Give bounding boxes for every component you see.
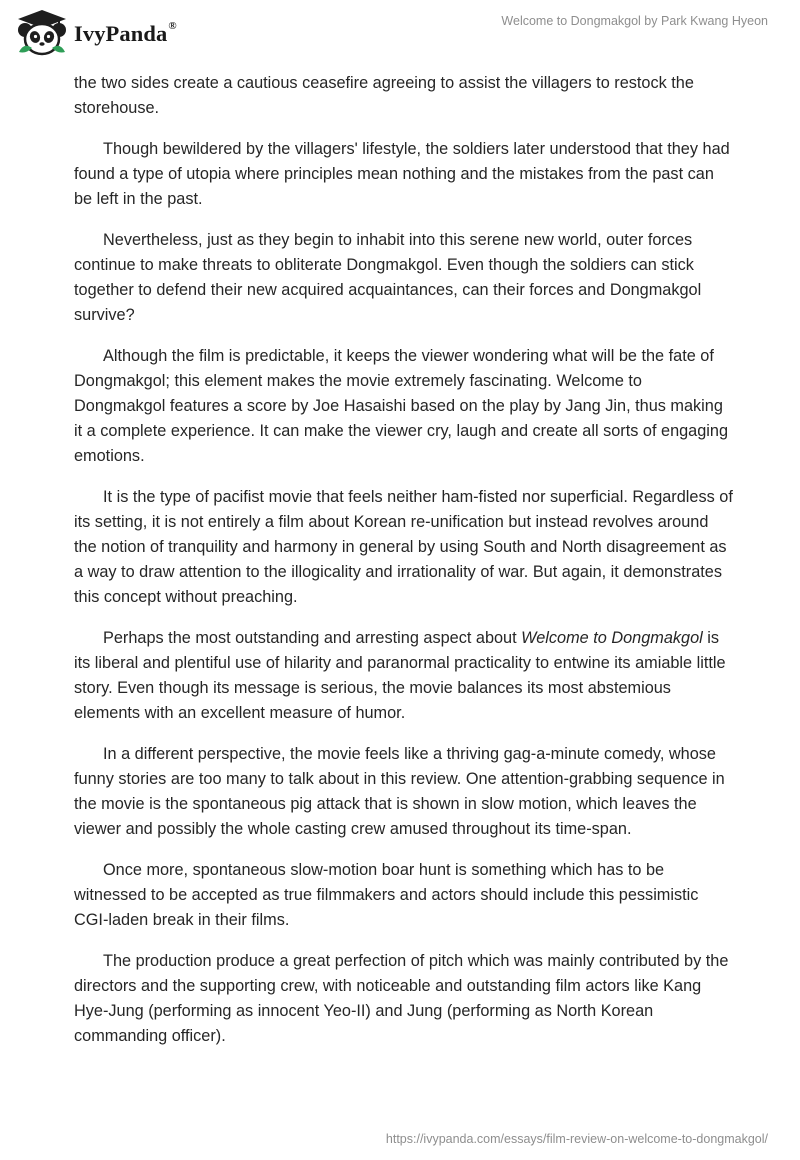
source-url[interactable]: https://ivypanda.com/essays/film-review-on-welcome-to-dongmakgol/: [385, 1132, 768, 1146]
panda-graduate-icon: [14, 8, 70, 58]
document-title: Welcome to Dongmakgol by Park Kwang Hyeon: [501, 14, 768, 28]
paragraph: It is the type of pacifist movie that feels neither ham-fisted nor superficial. Regardless of its setting, it is not entirely a film about Korean re-unification but instead revolves around the notion of tranquility and harmony in general by using South and North disagreement as a way to draw attention to the illogicality and irrationality of war. But again, it demonstrates this concept without preaching.: [74, 488, 733, 606]
paragraph: In a different perspective, the movie feels like a thriving gag-a-minute comedy, whose funny stories are too many to talk about in this review. One attention-grabbing sequence in the movie is the spontaneous pig attack that is shown in slow motion, which leaves the viewer and possibly the whole casting crew amused throughout its time-span.: [74, 745, 725, 838]
paragraph: Although the film is predictable, it keeps the viewer wondering what will be the fate of Dongmakgol; this element makes the movie extremely fascinating. Welcome to Dongmakgol features a score by Joe Hasaishi based on the play by Jang Jin, thus making it a complete experience. It can make the viewer cry, laugh and create all sorts of engaging emotions.: [74, 347, 729, 465]
brand-name: IvyPanda®: [74, 19, 177, 46]
paragraph: [74, 626, 734, 726]
paragraph: The production produce a great perfection of pitch which was mainly contributed by the directors and the supporting crew, with noticeable and outstanding film actors like Kang Hye-Jung (performing as innocent Yeo-II) and Jung (performing as North Korean commanding officer).: [74, 952, 729, 1045]
film-title-italic: Welcome to Dongmakgol: [521, 629, 703, 647]
paragraph: Once more, spontaneous slow-motion boar hunt is something which has to be witnessed to be accepted as true filmmakers and actors should include this pessimistic CGI-laden break in their films.: [74, 861, 699, 929]
paragraph: Though bewildered by the villagers' lifestyle, the soldiers later understood that they had found a type of utopia where principles mean nothing and the mistakes from the past can be left in the past.: [74, 140, 730, 208]
registered-mark: ®: [168, 19, 177, 32]
page-header: [0, 0, 800, 62]
ivypanda-logo[interactable]: [14, 8, 177, 58]
paragraph-text: is its liberal and plentiful use of hilarity and paranormal practicality to entwine its amiable little story. Even though its message is serious, the movie balances its most abstemious elements with an excellent measure of humor.: [74, 629, 726, 722]
paragraph: the two sides create a cautious ceasefire agreeing to assist the villagers to restock the storehouse.: [74, 74, 694, 117]
paragraph-text: Perhaps the most outstanding and arresting aspect about: [103, 629, 522, 647]
essay-body: [74, 71, 734, 1065]
paragraph: Nevertheless, just as they begin to inhabit into this serene new world, outer forces continue to make threats to obliterate Dongmakgol. Even though the soldiers can stick together to defend their new acquired acquaintances, can their forces and Dongmakgol survive?: [74, 231, 702, 324]
